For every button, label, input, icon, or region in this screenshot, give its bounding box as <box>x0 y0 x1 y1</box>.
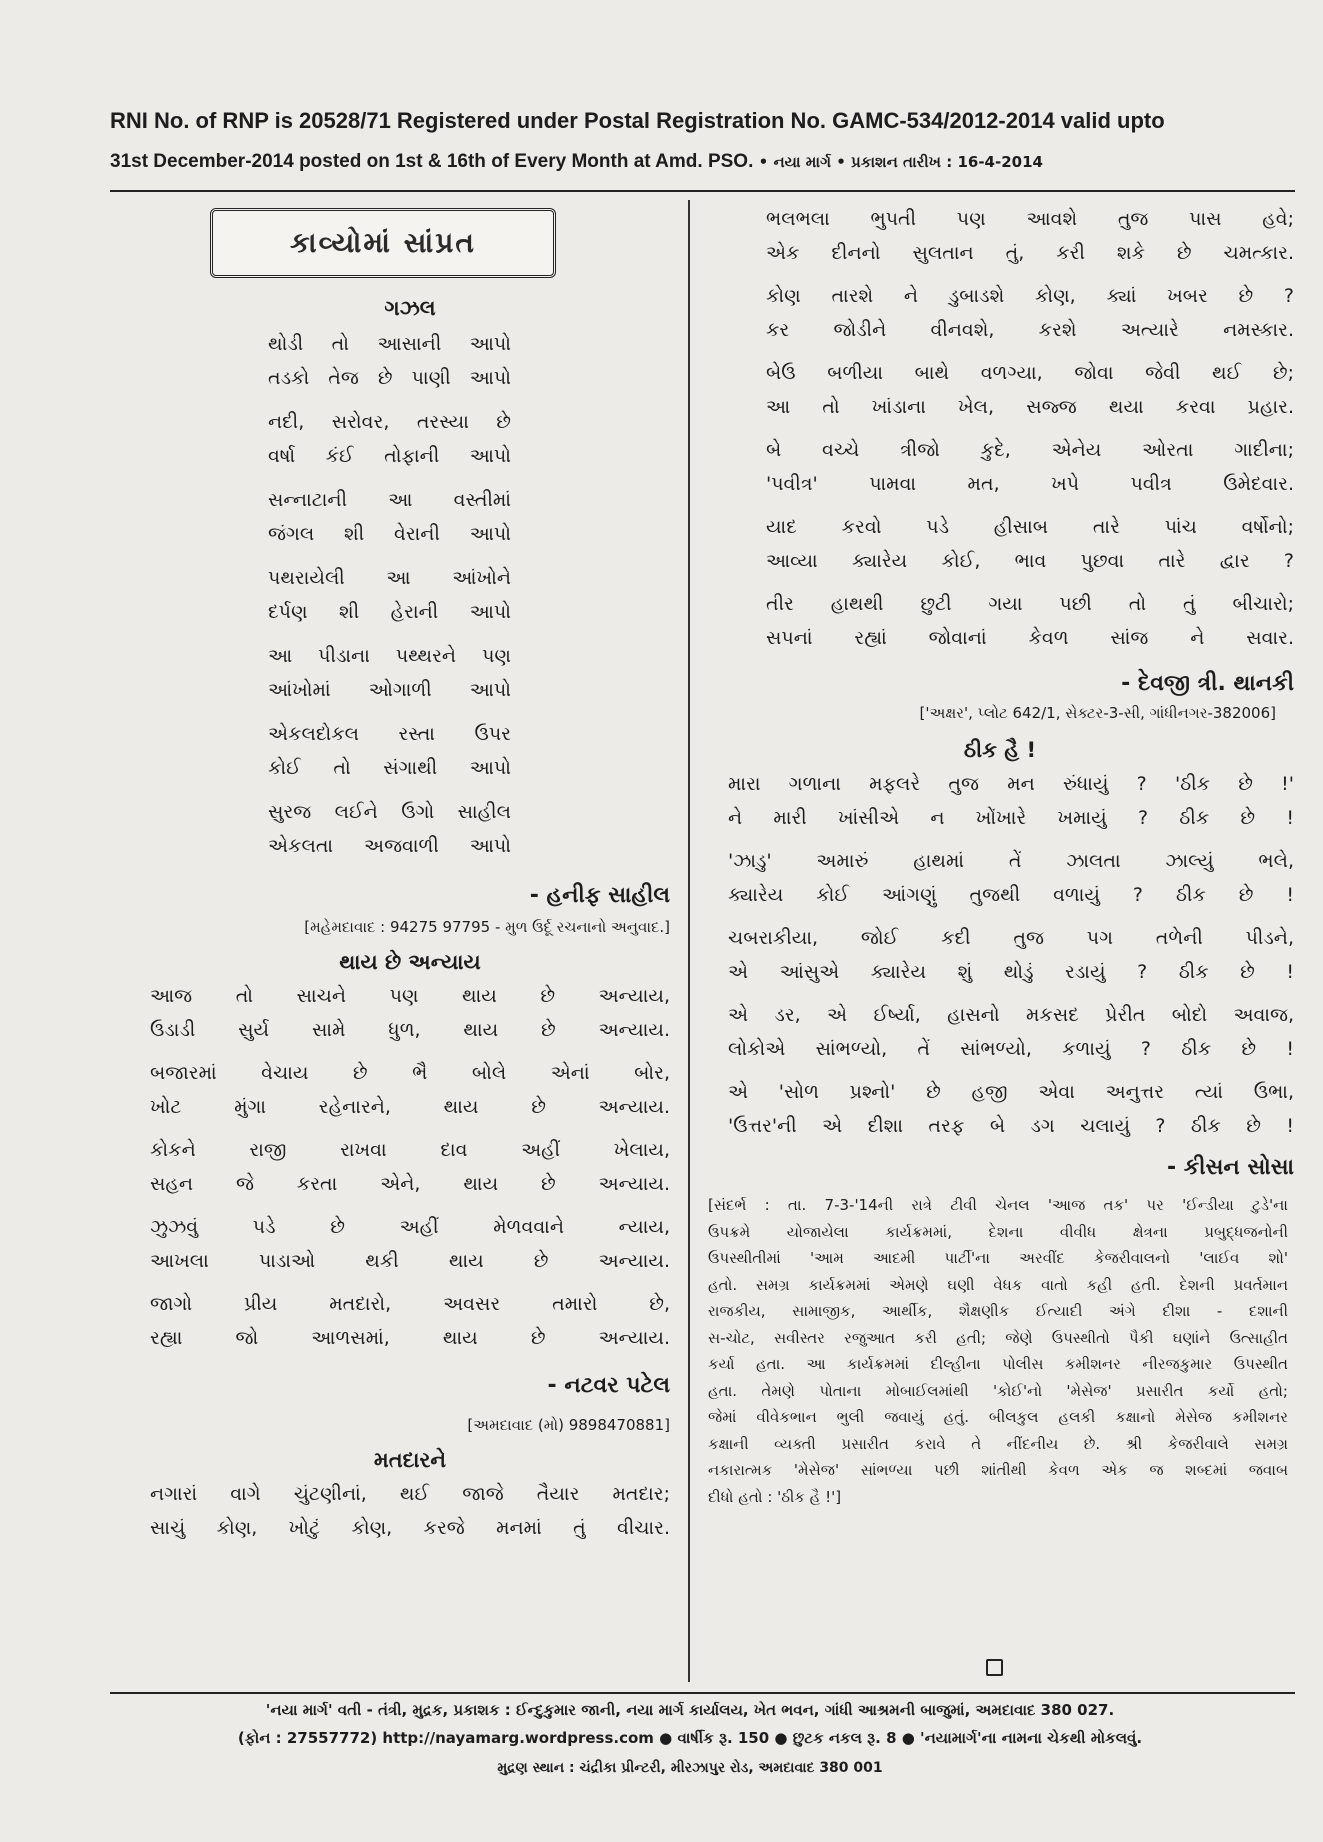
poem-matdar-part2 <box>706 202 1294 722</box>
poem-line: એ 'સોળ પ્રશ્નો' છે હજી એવા અનુત્તર ત્યાં ઉભા, <box>728 1081 1294 1103</box>
poem-body <box>268 327 511 863</box>
left-column <box>150 208 670 1545</box>
column-divider <box>688 200 690 1682</box>
poem-line: બે વચ્ચે ત્રીજો કુદે, એનેય ઓરતા ગાદીના; <box>766 439 1294 461</box>
poem-author: - દેવજી ત્રી. થાનકી <box>1121 671 1294 696</box>
note-line: રાજકીય, સામાજીક, આર્થીક, શૈક્ષણીક ઈત્યાદી અંગે દીશા - દશાની <box>708 1302 1288 1320</box>
poem-line: 'ઝાડુ' અમારું હાથમાં તેં ઝાલતા ઝાલ્યું ભલે, <box>728 850 1294 872</box>
poem-line: ઝુઝવું પડે છે અહીં મેળવવાને ન્યાય, <box>150 1216 670 1238</box>
poem-line: કર જોડીને વીનવશે, કરશે અત્યારે નમસ્કાર. <box>766 319 1294 341</box>
right-column <box>706 202 1294 1510</box>
poem-title: ઠીક હૈ ! <box>963 738 1037 762</box>
note-line: જેમાં વીવેકભાન ભુલી જવાયું હતું. બીલકુલ હલકી કક્ષાનો મેસેજ કમીશનર <box>708 1408 1288 1426</box>
poem-line: સુરજ લઈને ઉગો સાહીલ <box>268 801 511 823</box>
poem-title: ગઝલ <box>384 296 436 320</box>
posting-text: 31st December-2014 posted on 1st & 16th of Every Month at Amd. PSO. <box>110 151 754 172</box>
poem-line: આજ તો સાચને પણ થાય છે અન્યાય, <box>150 985 670 1007</box>
poem-anyay <box>150 950 670 1434</box>
note-line: કક્ષાની વ્યક્તી પ્રસારીત કરાવે તે નીંદનીય છે. શ્રી કેજરીવાલે સમગ્ર <box>708 1434 1288 1453</box>
poem-line: તડકો તેજ છે પાણી આપો <box>268 367 511 389</box>
note-line: દીધો હતો : 'ઠીક હૈ !'] <box>708 1487 842 1506</box>
footer-contact: (ફોન : 27557772) http://nayamarg.wordpress.com ● વાર્ષીક રૂ. 150 ● છુટક નકલ રૂ. 8 ● 'નયામાર્ગ'ના નામના ચેકથી મોકલવું. <box>237 1729 1143 1747</box>
poem-line: બેઉ બળીયા બાથે વળગ્યા, જોવા જેવી થઈ છે; <box>766 362 1294 384</box>
poem-line: આખલા પાડાઓ થકી થાય છે અન્યાય. <box>150 1250 670 1272</box>
poem-line: યાદ કરવો પડે હીસાબ તારે પાંચ વર્ષોનો; <box>766 516 1294 538</box>
poem-line: કોઈ તો સંગાથી આપો <box>268 757 511 779</box>
note-line: [સંદર્ભ : તા. 7-3-'14ની રાત્રે ટીવી ચેનલ 'આજ તક' પર 'ઈન્ડીયા ટુડે'ના <box>708 1196 1288 1214</box>
poem-line: ઉડાડી સુર્ય સામે ધુળ, થાય છે અન્યાય. <box>150 1019 670 1041</box>
poem-line: દર્પણ શી હેરાની આપો <box>268 601 511 623</box>
note-line: કર્યા હતા. આ કાર્યક્રમમાં દીલ્હીના પોલીસ કમીશનર નીરજકુમાર ઉપસ્થીત <box>708 1355 1288 1373</box>
poem-title: થાય છે અન્યાય <box>339 950 481 974</box>
poem-line: આંખોમાં ઓગાળી આપો <box>268 679 511 701</box>
poem-line: ભલભલા ભુપતી પણ આવશે તુજ પાસ હવે; <box>766 208 1294 230</box>
top-rule <box>110 190 1295 192</box>
footer-publisher: 'નયા માર્ગ' વતી - તંત્રી, મુદ્રક, પ્રકાશક : ઈન્દુકુમાર જાની, નયા માર્ગ કાર્યાલય, ખેત ભવન, ગાંધી આશ્રમની બાજુમાં, અમદાવાદ 380 027. <box>265 1701 1115 1719</box>
note-line: ઉપસ્થીતીમાં 'આમ આદમી પાર્ટી'ના અરવીંદ કેજરીવાલનો 'લાઈવ શો' <box>708 1249 1288 1267</box>
poem-line: નદી, સરોવર, તરસ્યા છે <box>268 411 511 433</box>
poem-line: સાચું કોણ, ખોટું કોણ, કરજે મનમાં તું વીચાર. <box>150 1517 670 1539</box>
poem-line: 'ઉત્તર'ની એ દીશા તરફ બે ડગ ચલાયું ? ઠીક છે ! <box>728 1115 1294 1137</box>
poem-line: એ ડર, એ ઈર્ષ્યા, હાસનો મકસદ પ્રેરીત બોદો અવાજ, <box>728 1004 1294 1026</box>
poem-line: સપનાં રહ્યાં જોવાનાં કેવળ સાંજ ને સવાર. <box>766 627 1294 649</box>
poem-line: સન્નાટાની આ વસ્તીમાં <box>268 489 511 511</box>
note-line: હતો. સમગ્ર કાર્યક્રમમાં એમણે ઘણી વેધક વાતો કહી હતી. દેશની પ્રવર્તમાન <box>708 1275 1288 1294</box>
poem-line: ચબરાકીયા, જોઈ કદી તુજ પગ તળેની પીડને, <box>728 927 1294 949</box>
poem-line: એકલતા અજવાળી આપો <box>268 835 511 857</box>
poem-line: જાગો પ્રીય મતદારો, અવસર તમારો છે, <box>150 1293 670 1315</box>
poem-theek-hai <box>706 738 1294 1510</box>
author-address: [મહેમદાવાદ : 94275 97795 - મુળ ઉર્દૂ રચનાનો અનુવાદ.] <box>304 918 670 936</box>
poem-gazal <box>150 296 670 936</box>
poem-line: આ તો ખાંડાના ખેલ, સજ્જ થયા કરવા પ્રહાર. <box>766 396 1294 418</box>
poem-line: લોકોએ સાંભળ્યો, તેં સાંભળ્યો, કળાયું ? ઠીક છે ! <box>728 1038 1294 1060</box>
note-line: નકારાત્મક 'મેસેજ' સાંભળ્યા પછી શાંતીથી કેવળ એક જ શબ્દમાં જવાબ <box>708 1461 1288 1479</box>
note-line: ઉપક્રમે યોજાયેલા કાર્યક્રમમાં, દેશના વીવીધ ક્ષેત્રના પ્રબુદ્ધજનોની <box>708 1222 1288 1241</box>
poem-line: 'પવીત્ર' પામવા મત, ખપે પવીત્ર ઉમેદવાર. <box>766 473 1294 495</box>
note-line: સ-ચોટ, સવીસ્તર રજુઆત કરી હતી; જેણે ઉપસ્થીતો પૈકી ઘણાંને ઉત્સાહીત <box>708 1328 1288 1347</box>
poem-matdar-part1 <box>150 1448 670 1545</box>
context-note <box>708 1192 1288 1510</box>
poem-author: - હનીફ સાહીલ <box>529 883 670 908</box>
poem-line: કોણ તારશે ને ડુબાડશે કોણ, ક્યાં ખબર છે ? <box>766 285 1294 307</box>
poem-line: મારા ગળાના મફલરે તુજ મન રુંધાયું ? 'ઠીક છે !' <box>728 773 1294 795</box>
end-mark-icon <box>986 1659 1003 1676</box>
footer-printer: મુદ્રણ સ્થાન : ચંદ્રીકા પ્રીન્ટરી, મીરઝાપુર રોડ, અમદાવાદ 380 001 <box>497 1760 883 1776</box>
poem-line: વર્ષા કંઈ તોફાની આપો <box>268 445 511 467</box>
poem-line: એક દીનનો સુલતાન તું, કરી શકે છે ચમત્કાર. <box>766 242 1294 264</box>
poem-body <box>150 1477 670 1545</box>
poem-line: ને મારી ખાંસીએ ન ખોંખારે ખમાયું ? ઠીક છે ! <box>728 807 1294 829</box>
poem-line: કોકને રાજી રાખવા દાવ અહીં ખેલાય, <box>150 1139 670 1161</box>
poem-line: બજારમાં વેચાય છે ભૈ બોલે એનાં બોર, <box>150 1062 670 1084</box>
poem-body <box>766 202 1294 655</box>
poem-title: મતદારને <box>373 1448 447 1472</box>
poem-line: થોડી તો આસાની આપો <box>268 333 511 355</box>
poem-line: નગારાં વાગે ચુંટણીનાં, થઈ જાજે તૈયાર મતદાર; <box>150 1483 670 1505</box>
poem-line: આ પીડાના પથ્થરને પણ <box>268 645 511 667</box>
author-address: ['અક્ષર', પ્લોટ 642/1, સેક્ટર-3-સી, ગાંધીનગર-382006] <box>919 704 1276 722</box>
registration-line: RNI No. of RNP is 20528/71 Registered under Postal Registration No. GAMC-534/2012-2014 valid upto <box>110 108 1165 133</box>
poem-line: જંગલ શી વેરાની આપો <box>268 523 511 545</box>
publication-date: • નયા માર્ગ • પ્રકાશન તારીખ : 16-4-2014 <box>758 153 1043 171</box>
poem-line: પથરાયેલી આ આંખોને <box>268 567 511 589</box>
poem-line: તીર હાથથી છુટી ગયા પછી તો તું બીચારો; <box>766 593 1294 615</box>
poem-author: - કીસન સોસા <box>1166 1155 1294 1180</box>
poem-line: આવ્યા ક્યારેય કોઈ, ભાવ પુછવા તારે દ્વાર ? <box>766 550 1294 572</box>
poem-body <box>150 979 670 1355</box>
note-line: હતા. તેમણે પોતાના મોબાઈલમાંથી 'કોઈ'નો 'મેસેજ' પ્રસારીત કર્યો હતો; <box>708 1381 1288 1400</box>
poem-line: રહ્યા જો આળસમાં, થાય છે અન્યાય. <box>150 1327 670 1349</box>
poem-line: એકલદોકલ રસ્તા ઉપર <box>268 723 511 745</box>
poem-line: ખોટ મુંગા રહેનારને, થાય છે અન્યાય. <box>150 1096 670 1118</box>
poem-line: એ આંસુએ ક્યારેય શું થોડું રડાયું ? ઠીક છે ! <box>728 961 1294 983</box>
bottom-rule <box>110 1692 1295 1694</box>
section-banner: કાવ્યોમાં સાંપ્રત <box>210 208 556 278</box>
author-address: [અમદાવાદ (મો) 9898470881] <box>467 1416 670 1434</box>
poem-line: સહન જે કરતા એને, થાય છે અન્યાય. <box>150 1173 670 1195</box>
poem-author: - નટવર પટેલ <box>547 1373 670 1398</box>
posting-line <box>110 151 1310 173</box>
poem-line: ક્યારેય કોઈ આંગણું તુજથી વળાયું ? ઠીક છે ! <box>728 884 1294 906</box>
poem-body <box>728 767 1294 1143</box>
